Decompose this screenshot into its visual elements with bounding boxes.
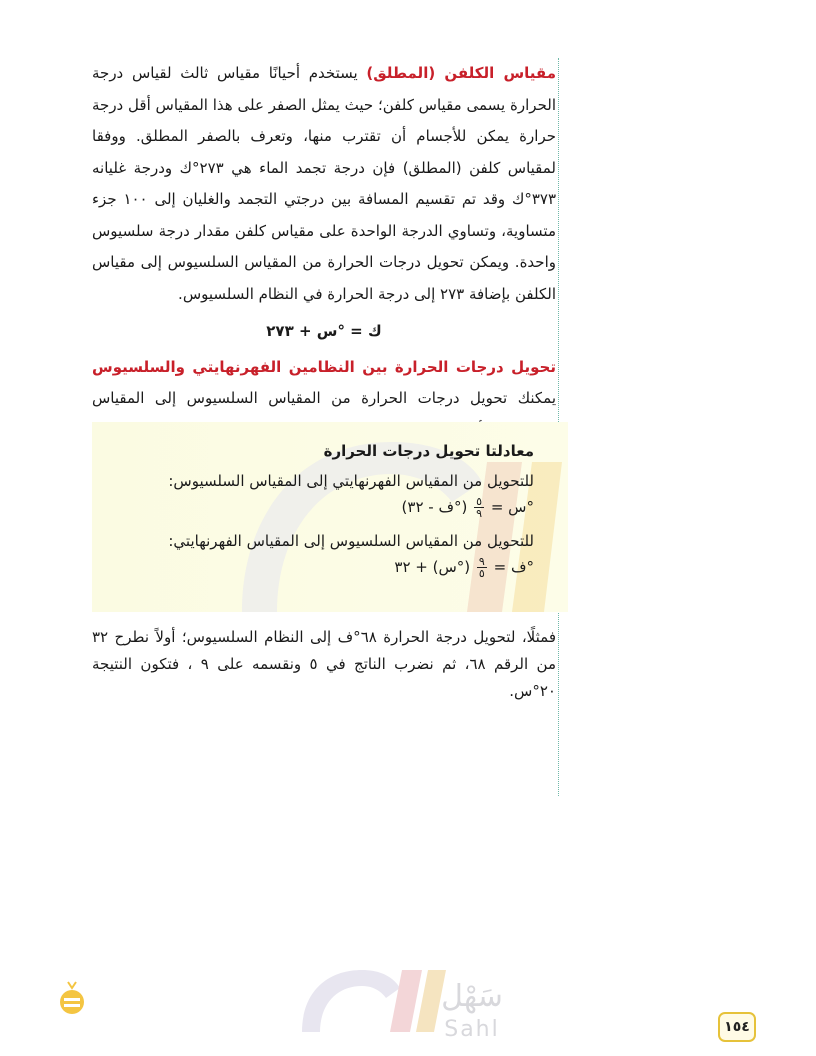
kelvin-heading: مقياس الكلفن (المطلق): [366, 64, 556, 82]
f-to-c-rhs: (°ف - ٣٢): [401, 498, 473, 516]
fraction-numerator: ٩: [478, 555, 485, 568]
watermark-arabic: سَهْل: [441, 979, 503, 1014]
fraction-numerator: ٥: [476, 495, 483, 508]
sahl-watermark: [282, 962, 542, 1042]
f-to-c-label: للتحويل من المقياس الفهرنهايتي إلى المقياس السلسيوس:: [168, 472, 534, 490]
corner-logo-icon: [58, 978, 86, 1018]
kelvin-paragraph: [92, 58, 556, 310]
c-to-f-formula: [114, 554, 534, 580]
c-to-f-lhs: °ف =: [488, 558, 534, 576]
c-to-f-label: للتحويل من المقياس السلسيوس إلى المقياس الفهرنهايتي:: [168, 532, 534, 550]
conversion-heading: تحويل درجات الحرارة بين النظامين الفهرنهايتي والسلسيوس: [92, 357, 556, 376]
watermark-latin: Sahl: [444, 1017, 500, 1042]
main-text: [92, 58, 556, 446]
fraction-9-5: [477, 556, 487, 579]
kelvin-text: يستخدم أحيانًا مقياس ثالث لقياس درجة الحرارة يسمى مقياس كلفن؛ حيث يمثل الصفر على هذا المقياس أقل درجة حرارة يمكن للأجسام أن تقترب منها، وتعرف بالصفر المطلق. ووفقا لمقياس كلفن (المطلق) فإن درجة تجمد الماء هي ٢٧٣°ك ودرجة غليانه ٣٧٣°ك وقد تم تقسيم المسافة بين درجتي التجمد والغليان إلى ١٠٠ جزء متساوية، وتساوي الدرجة الواحدة على مقياس كلفن مقدار درجة سلسيوس واحدة. ويمكن تحويل درجات الحرارة من المقياس السلسيوس إلى مقياس الكلفن بإضافة ٢٧٣ إلى درجة الحرارة في النظام السلسيوس.: [92, 64, 556, 303]
c-to-f-rhs: (°س) + ٣٢: [394, 558, 475, 576]
f-to-c-formula: [114, 494, 534, 520]
example-paragraph: فمثلًا، لتحويل درجة الحرارة ٦٨°ف إلى النظام السلسيوس؛ أولاً نطرح ٣٢ من الرقم ٦٨، ثم نضرب الناتج في ٥ ونقسمه على ٩ ، فتكون النتيجة ٢٠°س.: [92, 628, 556, 700]
equations-content: [114, 438, 534, 588]
page-number: ١٥٤: [718, 1012, 756, 1042]
fraction-denominator: ٥: [478, 567, 485, 580]
fraction-denominator: ٩: [476, 507, 483, 520]
fraction-5-9: [474, 496, 484, 519]
equations-box: [92, 422, 568, 612]
f-to-c-lhs: °س =: [486, 498, 534, 516]
conversion-text: يمكنك تحويل درجات الحرارة من المقياس السلسيوس إلى المقياس: [92, 389, 556, 407]
kelvin-equation: ك = °س + ٢٧٣: [266, 322, 382, 340]
box-title: معادلتا تحويل درجات الحرارة: [323, 442, 534, 460]
